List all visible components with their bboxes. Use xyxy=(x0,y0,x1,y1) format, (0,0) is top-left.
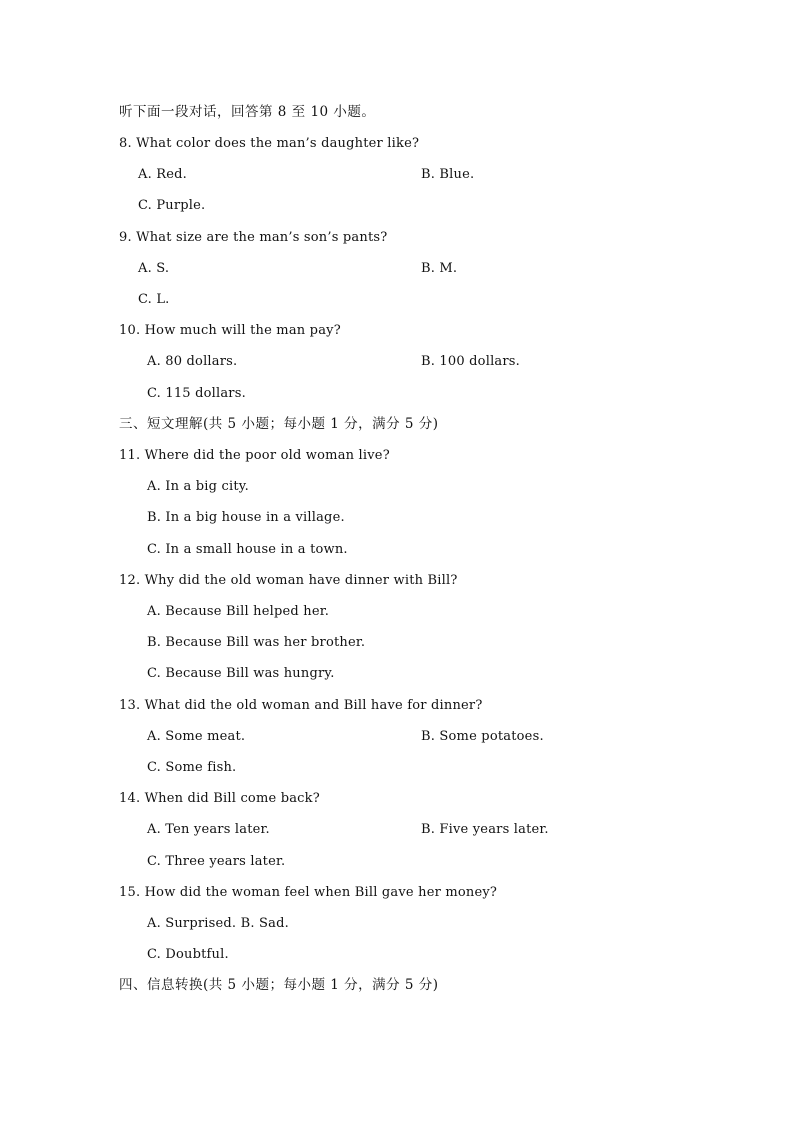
question-number: 12. xyxy=(119,573,141,588)
question-number: 9. xyxy=(119,230,132,245)
q11-option-a: A. In a big city. xyxy=(147,479,249,494)
q10-option-a: A. 80 dollars. xyxy=(147,354,238,369)
section-3-heading: 三、短文理解(共 5 小题；每小题 1 分，满分 5 分) xyxy=(119,416,439,432)
question-9 xyxy=(119,230,387,246)
question-text: Why did the old woman have dinner with Bill? xyxy=(144,573,458,588)
question-14 xyxy=(119,791,320,807)
question-number: 10. xyxy=(119,323,141,338)
q13-option-c: C. Some fish. xyxy=(147,760,237,775)
question-10 xyxy=(119,323,341,339)
q12-option-c: C. Because Bill was hungry. xyxy=(147,666,335,681)
q14-option-b: B. Five years later. xyxy=(421,822,549,837)
question-text: What size are the man’s son’s pants? xyxy=(136,230,388,245)
q14-option-a: A. Ten years later. xyxy=(147,822,270,837)
q8-option-b: B. Blue. xyxy=(421,167,475,182)
listening-instruction: 听下面一段对话，回答第 8 至 10 小题。 xyxy=(119,104,376,120)
q12-option-a: A. Because Bill helped her. xyxy=(147,604,330,619)
q13-option-b: B. Some potatoes. xyxy=(421,729,544,744)
question-text: When did Bill come back? xyxy=(144,791,320,806)
q12-option-b: B. Because Bill was her brother. xyxy=(147,635,366,650)
q8-option-a: A. Red. xyxy=(138,167,187,182)
q8-option-c: C. Purple. xyxy=(138,198,206,213)
question-number: 8. xyxy=(119,136,132,151)
q11-option-c: C. In a small house in a town. xyxy=(147,542,348,557)
question-number: 15. xyxy=(119,885,141,900)
question-15 xyxy=(119,885,497,901)
question-text: How much will the man pay? xyxy=(144,323,341,338)
question-12 xyxy=(119,573,458,589)
question-8 xyxy=(119,136,419,152)
section-4-heading: 四、信息转换(共 5 小题；每小题 1 分，满分 5 分) xyxy=(119,977,439,993)
q13-option-a: A. Some meat. xyxy=(147,729,246,744)
q15-option-a-b: A. Surprised. B. Sad. xyxy=(147,916,289,931)
q9-option-b: B. M. xyxy=(421,261,458,276)
question-13 xyxy=(119,698,483,714)
q9-option-a: A. S. xyxy=(138,261,170,276)
question-text: What color does the man’s daughter like? xyxy=(136,136,420,151)
question-text: Where did the poor old woman live? xyxy=(144,448,390,463)
question-11 xyxy=(119,448,390,464)
q10-option-c: C. 115 dollars. xyxy=(147,386,246,401)
q10-option-b: B. 100 dollars. xyxy=(421,354,520,369)
q14-option-c: C. Three years later. xyxy=(147,854,286,869)
question-text: How did the woman feel when Bill gave her money? xyxy=(144,885,498,900)
question-number: 14. xyxy=(119,791,141,806)
q9-option-c: C. L. xyxy=(138,292,170,307)
question-number: 13. xyxy=(119,698,141,713)
question-number: 11. xyxy=(119,448,141,463)
q11-option-b: B. In a big house in a village. xyxy=(147,510,345,525)
question-text: What did the old woman and Bill have for dinner? xyxy=(144,698,483,713)
q15-option-c: C. Doubtful. xyxy=(147,947,229,962)
